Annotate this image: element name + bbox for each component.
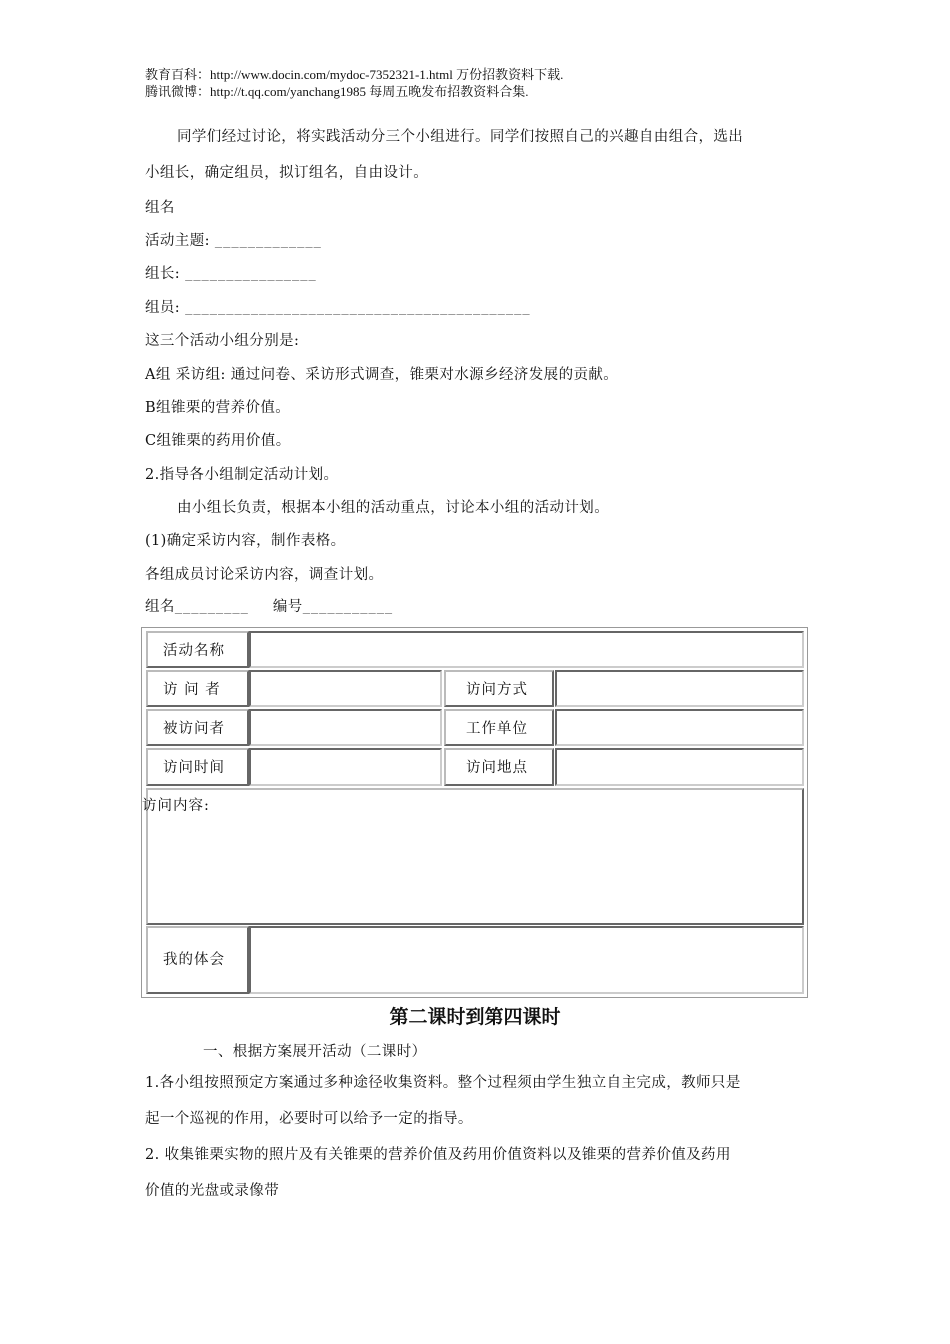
plan-sub-1-desc: 各组成员讨论采访内容，调查计划。: [145, 567, 384, 583]
interviewer-label: 访 问 者: [163, 682, 221, 698]
item-2-line-1: 2. 收集锥栗实物的照片及有关锥栗的营养价值及药用价值资料以及锥栗的营养价值及药用: [145, 1147, 731, 1163]
plan-group-name-blank: _________: [174, 600, 249, 614]
group-b: B组锥栗的营养价值。: [145, 400, 291, 416]
workplace-label: 工作单位: [466, 721, 528, 737]
plan-group-name-label: 组名: [145, 599, 175, 615]
activity-name-field[interactable]: [249, 631, 804, 668]
plan-number-label: 编号: [272, 599, 303, 615]
group-a: A组 采访组: 通过问卷、采访形式调查，锥栗对水源乡经济发展的贡献。: [145, 367, 619, 383]
content-label: 访问内容:: [142, 798, 210, 814]
header-line-2: 腾讯微博：http://t.qq.com/yanchang1985 每周五晚发布招教资料合集.: [145, 84, 529, 99]
group-number-line: [145, 597, 393, 617]
leader-line: [145, 264, 317, 284]
cell-workplace-label: [444, 709, 554, 746]
members-label: 组员:: [145, 300, 181, 316]
group-c: C组锥栗的药用价值。: [145, 433, 291, 449]
workplace-field[interactable]: [555, 709, 804, 746]
header-line-1: 教育百科：http://www.docin.com/mydoc-7352321-1.html 万份招教资料下载.: [145, 67, 564, 82]
place-field[interactable]: [555, 748, 804, 786]
cell-activity-name-label: [146, 631, 249, 668]
plan-number-blank: ___________: [302, 600, 394, 614]
content-field[interactable]: [142, 788, 804, 925]
theme-line: [145, 231, 322, 251]
group-name-label: 组名: [145, 200, 175, 216]
method-label: 访问方式: [466, 682, 528, 698]
interview-table: [141, 627, 808, 998]
experience-field[interactable]: [249, 926, 804, 994]
method-field[interactable]: [555, 670, 804, 707]
interviewee-label: 被访问者: [163, 721, 225, 737]
time-label: 访问时间: [163, 760, 225, 776]
time-field[interactable]: [249, 748, 442, 786]
plan-sub-1: (1)确定采访内容，制作表格。: [145, 533, 346, 549]
intro-line-1: 同学们经过讨论，将实践活动分三个小组进行。同学们按照自己的兴趣自由组合，选出: [177, 129, 744, 145]
cell-time-label: [146, 748, 249, 786]
cell-experience-label: [146, 926, 249, 994]
activity-name-label: 活动名称: [163, 643, 225, 659]
interviewer-field[interactable]: [249, 670, 442, 707]
leader-label: 组长:: [145, 266, 181, 282]
section-2-heading: 一、根据方案展开活动（二课时）: [203, 1044, 427, 1060]
interviewee-field[interactable]: [249, 709, 442, 746]
plan-desc: 由小组长负责，根据本小组的活动重点，讨论本小组的活动计划。: [177, 500, 610, 516]
members-blank: __________________________________________: [185, 301, 531, 315]
plan-step-2: 2.指导各小组制定活动计划。: [145, 467, 339, 483]
item-2-line-2: 价值的光盘或录像带: [145, 1183, 280, 1199]
item-1-line-2: 起一个巡视的作用，必要时可以给予一定的指导。: [145, 1111, 473, 1127]
cell-interviewee-label: [146, 709, 249, 746]
section-2-title: 第二课时到第四课时: [389, 1006, 561, 1028]
groups-intro: 这三个活动小组分别是:: [145, 333, 300, 349]
leader-blank: ________________: [185, 267, 317, 281]
cell-interviewer-label: [146, 670, 249, 707]
experience-label: 我的体会: [163, 952, 225, 968]
cell-method-label: [444, 670, 554, 707]
intro-line-2: 小组长，确定组员，拟订组名，自由设计。: [145, 165, 429, 181]
place-label: 访问地点: [466, 760, 528, 776]
theme-blank: _____________: [214, 234, 322, 248]
members-line: [145, 298, 531, 318]
theme-label: 活动主题:: [145, 233, 210, 249]
cell-place-label: [444, 748, 554, 786]
item-1-line-1: 1.各小组按照预定方案通过多种途径收集资料。整个过程须由学生独立自主完成，教师只是: [145, 1075, 741, 1091]
